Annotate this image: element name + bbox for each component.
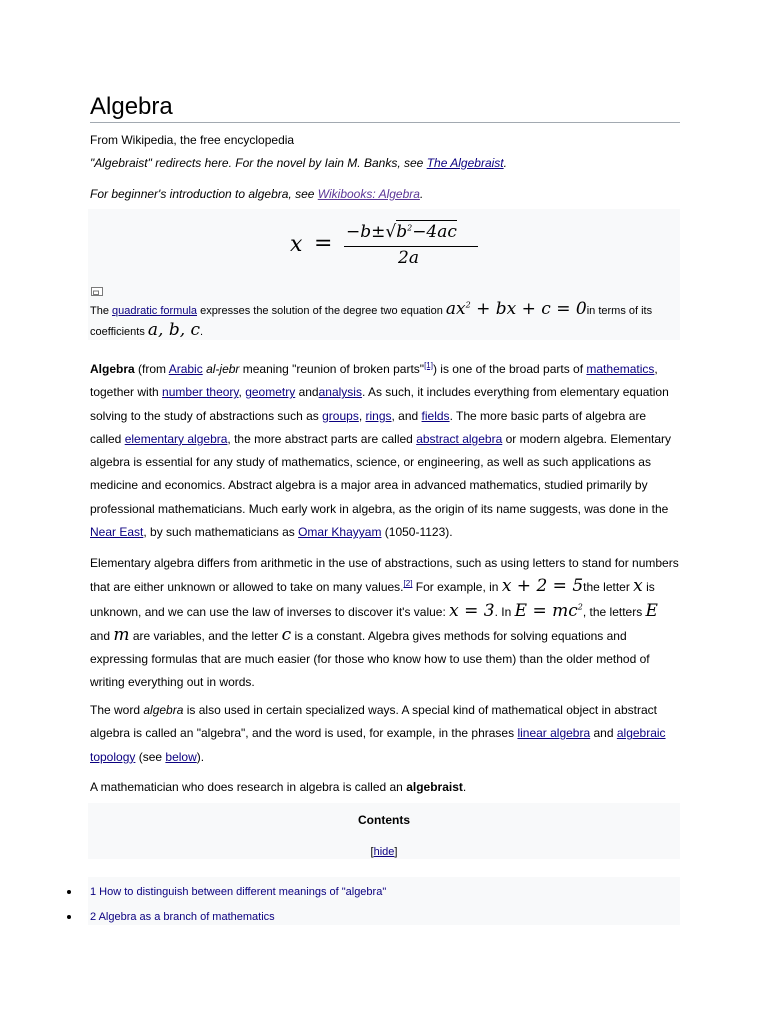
- toc-item-1[interactable]: 1 How to distinguish between different meanings of "algebra": [90, 886, 387, 898]
- text: (1050-1123).: [381, 525, 453, 540]
- algebraist-paragraph: [90, 776, 680, 799]
- text: For example, in: [412, 580, 502, 595]
- text: , by such mathematicians as: [143, 525, 299, 540]
- elementary-algebra-paragraph: [90, 552, 680, 695]
- link-near-east[interactable]: Near East: [90, 525, 144, 540]
- text: are variables, and the letter: [129, 628, 282, 643]
- hatnote-text: "Algebraist" redirects here. For the novel by Iain M. Banks, see: [90, 156, 427, 170]
- caption-text: coefficients: [90, 326, 148, 338]
- text: .: [462, 780, 467, 794]
- text: . As such, it includes everything from elementary equation solving to the study of abstractions such as: [90, 385, 669, 423]
- link-arabic[interactable]: Arabic: [168, 362, 203, 376]
- text: Elementary algebra differs from arithmetic in the use of abstractions, such as using letters to stand for numbers that are either unknown or allowed to take on many values.: [90, 556, 679, 595]
- bracket: [: [370, 846, 374, 858]
- page-title: Algebra: [90, 93, 680, 123]
- fraction-bar: [344, 246, 478, 247]
- hatnote-wikibooks: [90, 187, 680, 201]
- text: meaning "reunion of broken parts": [239, 362, 425, 376]
- text: The word: [90, 703, 144, 717]
- text: A mathematician who does research in algebra is called an: [90, 780, 407, 794]
- inline-math: c: [281, 624, 292, 645]
- bold-term-algebra: Algebra: [90, 362, 135, 376]
- link-elementary-algebra[interactable]: elementary algebra: [124, 431, 228, 446]
- link-the-algebraist[interactable]: The Algebraist: [426, 156, 504, 170]
- math-text: E = mc: [514, 600, 578, 621]
- link-quadratic-formula[interactable]: quadratic formula: [112, 305, 198, 317]
- link-wikibooks-algebra[interactable]: Wikibooks: Algebra: [317, 187, 420, 201]
- italic-al-jebr: al-jebr: [206, 362, 240, 376]
- link-fields[interactable]: fields: [421, 408, 450, 423]
- radicand-tail: −4ac: [412, 222, 457, 242]
- magnify-clip-icon[interactable]: [91, 287, 103, 296]
- formula-denominator: 2a: [398, 248, 419, 268]
- inline-math: x = 3: [449, 600, 495, 621]
- toc-title: Contents: [358, 813, 410, 827]
- caption-coefficients: a, b, c: [147, 320, 201, 340]
- inline-math: x + 2 = 5: [501, 576, 584, 597]
- link-omar-khayyam[interactable]: Omar Khayyam: [298, 525, 382, 540]
- text: and: [590, 726, 617, 741]
- text: (from: [134, 362, 169, 376]
- equation-ax: ax: [445, 299, 466, 319]
- hatnote-period: .: [419, 187, 424, 201]
- inline-math: x: [633, 576, 643, 597]
- toc-item-2[interactable]: 2 Algebra as a branch of mathematics: [90, 911, 275, 923]
- text: (see: [135, 749, 166, 764]
- specialized-usage-paragraph: [90, 699, 680, 769]
- hatnote-text: For beginner's introduction to algebra, see: [90, 187, 318, 201]
- formula-numerator: [346, 222, 457, 242]
- formula-lhs: x: [290, 232, 303, 257]
- inline-math: E: [645, 600, 658, 621]
- link-number-theory[interactable]: number theory: [162, 385, 239, 400]
- link-abstract-algebra[interactable]: abstract algebra: [416, 431, 503, 446]
- italic-algebra: algebra: [143, 703, 184, 717]
- link-groups[interactable]: groups: [322, 408, 359, 423]
- radicand-exponent: 2: [407, 223, 413, 233]
- radicand-b: b: [396, 222, 408, 242]
- caption-text: in terms of its: [586, 305, 653, 317]
- bullet-icon: [67, 915, 71, 919]
- formula-equals: =: [314, 231, 333, 256]
- hatnote-period: .: [503, 156, 507, 170]
- link-rings[interactable]: rings: [365, 408, 392, 423]
- text: , the letters: [582, 604, 646, 619]
- text: and: [90, 628, 114, 643]
- quadratic-formula-image[interactable]: [290, 222, 490, 268]
- text: is unknown, and we can use the law of inverses to discover it's value:: [90, 580, 655, 619]
- caption-text: The: [90, 305, 113, 317]
- reference-1[interactable]: [1]: [424, 361, 433, 370]
- bold-term-algebraist: algebraist: [406, 780, 463, 794]
- text: . The more basic parts of algebra are called: [90, 408, 647, 446]
- link-algebraic-topology[interactable]: algebraic topology: [90, 726, 666, 764]
- site-tagline: From Wikipedia, the free encyclopedia: [90, 133, 295, 147]
- text: ) is one of the broad parts of: [432, 362, 587, 376]
- inline-math: [515, 601, 583, 621]
- link-linear-algebra[interactable]: linear algebra: [517, 726, 591, 741]
- equation-exponent: 2: [465, 300, 471, 310]
- hatnote-redirect: [90, 156, 680, 170]
- bracket: ]: [394, 846, 398, 858]
- text: and: [295, 385, 319, 400]
- text: is a constant. Algebra gives methods for solving equations and expressing formulas that are much easier (for those who know how to use them) than the older method of writing everything out in words.: [90, 628, 650, 690]
- text: is also used in certain specialized ways. A special kind of mathematical object in abstract algebra is called an "algebra", and the word is used, for example, in the phrases: [90, 703, 657, 741]
- figure-caption-continued: [90, 320, 203, 342]
- link-analysis[interactable]: analysis: [318, 385, 362, 400]
- text: . In: [494, 604, 515, 619]
- bullet-icon: [67, 890, 71, 894]
- text: the letter: [583, 580, 634, 595]
- numerator-prefix: −b±√: [346, 222, 397, 242]
- link-geometry[interactable]: geometry: [245, 385, 296, 400]
- caption-period: .: [200, 326, 204, 338]
- math-exponent: 2: [577, 601, 583, 611]
- inline-math: m: [113, 624, 130, 645]
- radicand: [396, 220, 457, 242]
- toc-toggle: [88, 846, 680, 858]
- caption-equation: [446, 299, 587, 319]
- intro-paragraph: [90, 358, 680, 544]
- equation-rest: + bx + c = 0: [470, 299, 587, 319]
- link-below[interactable]: below: [165, 749, 197, 764]
- text: or modern algebra. Elementary algebra is essential for any study of mathematics, science, or engineering, as well as such applications as medicine and economics. Abstract algebra is a major area in advanced mathematics, studied primarily by professional mathematicians. Much early work in algebra, as the origin of its name suggests, was done in the: [90, 431, 671, 516]
- text: , and: [391, 408, 422, 423]
- text: , together with: [90, 362, 658, 400]
- toc-hide-link[interactable]: hide: [373, 846, 395, 858]
- caption-text: expresses the solution of the degree two equation: [197, 305, 446, 317]
- link-mathematics[interactable]: mathematics: [586, 362, 655, 376]
- table-of-contents: [88, 803, 680, 859]
- text: ,: [238, 385, 246, 400]
- text: ,: [358, 408, 366, 423]
- text: ).: [196, 749, 205, 764]
- text: , the more abstract parts are called: [227, 431, 417, 446]
- reference-2[interactable]: [2]: [403, 579, 413, 589]
